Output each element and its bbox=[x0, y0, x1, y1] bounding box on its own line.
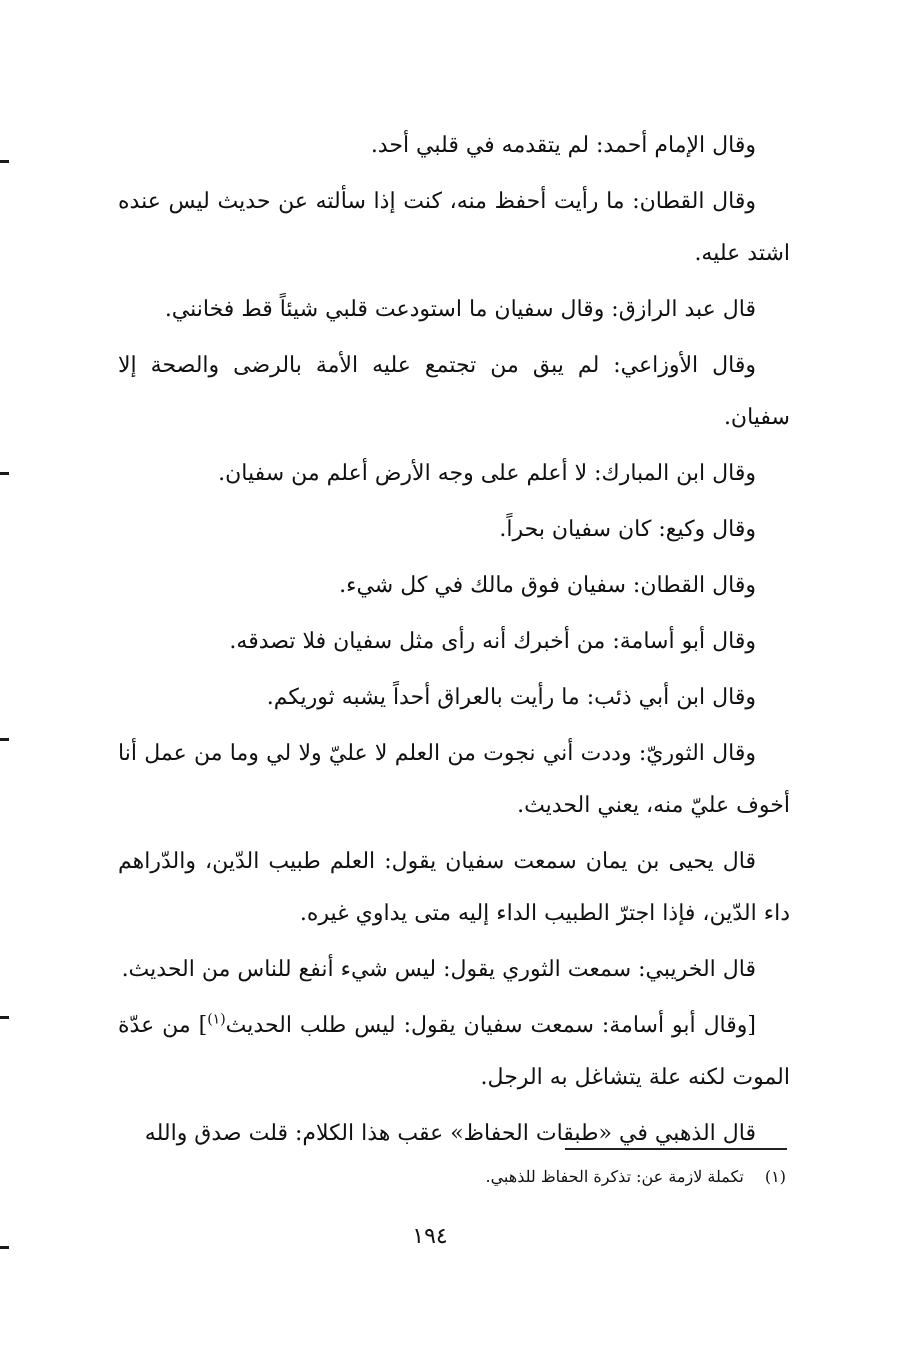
scan-edge-mark bbox=[0, 1246, 9, 1249]
paragraph: وقال أبو أسامة: من أخبرك أنه رأى مثل سفيان فلا تصدقه. bbox=[229, 629, 756, 654]
paragraph: قال يحيى بن يمان سمعت سفيان يقول: العلم طبيب الدّين، والدّراهم داء الدّين، فإذا اجترّ الطبيب الداء إليه متى يداوي غيره. bbox=[118, 849, 790, 926]
scan-edge-mark bbox=[0, 472, 9, 475]
footnote-text: تكملة لازمة عن: تذكرة الحفاظ للذهبي. bbox=[485, 1167, 744, 1186]
paragraph: وقال القطان: ما رأيت أحفظ منه، كنت إذا سألته عن حديث ليس عنده اشتد عليه. bbox=[118, 189, 790, 266]
paragraph: وقال الثوريّ: وددت أني نجوت من العلم لا عليّ ولا لي وما من عمل أنا أخوف عليّ منه، يعني الحديث. bbox=[118, 741, 790, 818]
page-number: ١٩٤ bbox=[412, 1224, 448, 1249]
paragraph: قال الخريبي: سمعت الثوري يقول: ليس شيء أنفع للناس من الحديث. bbox=[121, 957, 756, 982]
paragraph: وقال القطان: سفيان فوق مالك في كل شيء. bbox=[339, 573, 756, 598]
paragraph-text: [وقال أبو أسامة: سمعت سفيان يقول: ليس طلب الحديث bbox=[225, 1013, 756, 1038]
paragraph: وقال وكيع: كان سفيان بحراً. bbox=[499, 517, 756, 542]
scan-edge-mark bbox=[0, 738, 9, 741]
footnote-divider bbox=[565, 1148, 787, 1150]
scan-edge-mark bbox=[0, 160, 9, 163]
paragraph: قال عبد الرازق: وقال سفيان ما استودعت قلبي شيئاً قط فخانني. bbox=[164, 297, 756, 322]
footnote-marker: (١) bbox=[207, 1011, 226, 1028]
footnote bbox=[118, 1162, 786, 1192]
paragraph: وقال الإمام أحمد: لم يتقدمه في قلبي أحد. bbox=[370, 133, 756, 158]
paragraph: وقال الأوزاعي: لم يبق من تجتمع عليه الأمة بالرضى والصحة إلا سفيان. bbox=[118, 353, 790, 430]
paragraph: وقال ابن أبي ذئب: ما رأيت بالعراق أحداً يشبه ثوريكم. bbox=[266, 685, 756, 710]
scan-edge-mark bbox=[0, 1016, 9, 1019]
paragraph-with-footnote bbox=[118, 1000, 790, 1104]
paragraph: قال الذهبي في «طبقات الحفاظ» عقب هذا الكلام: قلت صدق والله bbox=[144, 1121, 756, 1146]
main-text bbox=[118, 120, 790, 1164]
footnote-number: (١) bbox=[764, 1167, 786, 1186]
paragraph: وقال ابن المبارك: لا أعلم على وجه الأرض أعلم من سفيان. bbox=[218, 461, 756, 486]
paragraph-text: ] من عدّة الموت لكنه علة يتشاغل به الرجل. bbox=[118, 1013, 790, 1090]
